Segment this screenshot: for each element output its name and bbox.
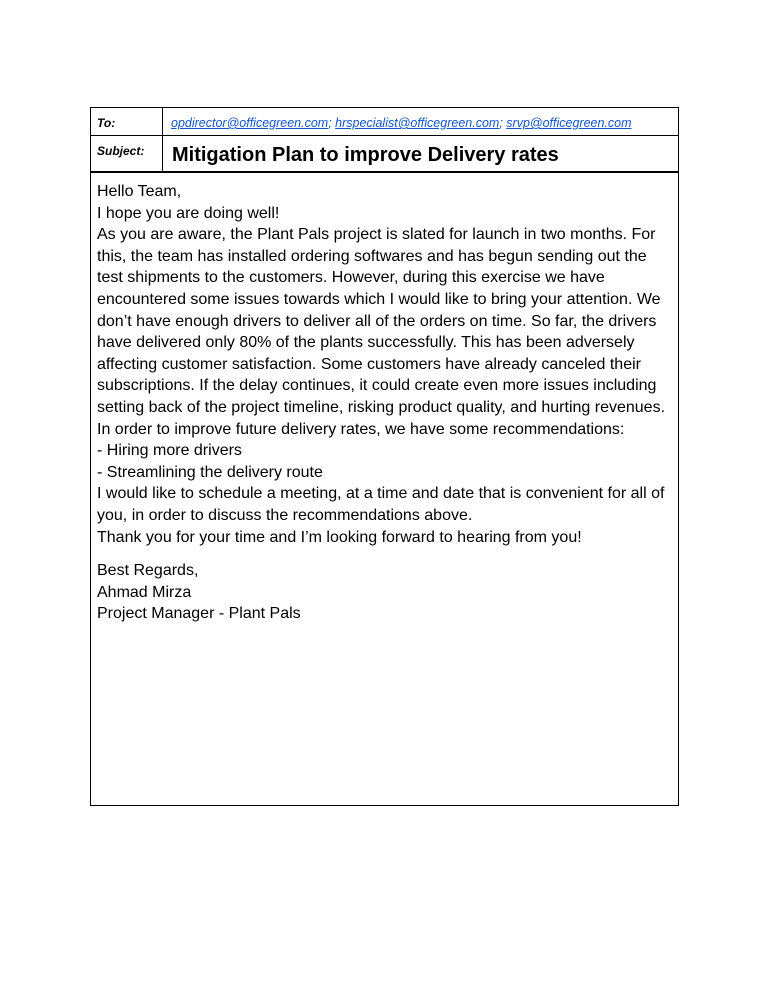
recipient-separator: ; xyxy=(328,116,336,130)
email-form xyxy=(90,107,679,806)
subject-label: Subject: xyxy=(91,136,163,171)
sender-title: Project Manager - Plant Pals xyxy=(97,605,301,623)
meeting-text: I would like to schedule a meeting, at a time and date that is convenient for all of you, in order to discuss the recommendations above. xyxy=(97,485,665,524)
signature-block xyxy=(97,560,672,625)
recipients-field[interactable] xyxy=(163,108,678,135)
body-paragraph: As you are aware, the Plant Pals project is slated for launch in two months. For this, the team has installed ordering softwares and has begun sending out the test shipments to the customers. However, during this exercise we have encountered some issues towards which I would like to bring your attention. We don’t have enough drivers to deliver all of the orders on time. So far, the drivers have delivered only 80% of the plants successfully. This has been adversely affecting customer satisfaction. Some customers have already canceled their subscriptions. If the delay continues, it could create even more issues including setting back of the project timeline, risking product quality, and hurting revenues. In order to improve future delivery rates, we have some recommendations: xyxy=(97,226,666,438)
email-body[interactable] xyxy=(91,173,678,625)
sender-name: Ahmad Mirza xyxy=(97,583,192,601)
subject-field[interactable]: Mitigation Plan to improve Delivery rates xyxy=(172,144,559,166)
recommendation-item: - Hiring more drivers xyxy=(97,442,242,460)
opener-text: I hope you are doing well! xyxy=(97,204,280,222)
recommendation-item: - Streamlining the delivery route xyxy=(97,463,323,481)
recipient-separator: ; xyxy=(499,116,507,130)
greeting-text: Hello Team, xyxy=(97,183,182,200)
recipient-link[interactable]: hrspecialist@officegreen.com xyxy=(335,116,500,130)
sign-off-text: Best Regards, xyxy=(97,562,199,580)
to-label: To: xyxy=(91,108,163,135)
subject-row xyxy=(91,136,678,173)
to-row xyxy=(91,108,678,136)
closing-text: Thank you for your time and I’m looking forward to hearing from you! xyxy=(97,528,582,546)
recipient-link[interactable]: opdirector@officegreen.com xyxy=(171,116,329,130)
recipient-link[interactable]: srvp@officegreen.com xyxy=(506,116,632,130)
